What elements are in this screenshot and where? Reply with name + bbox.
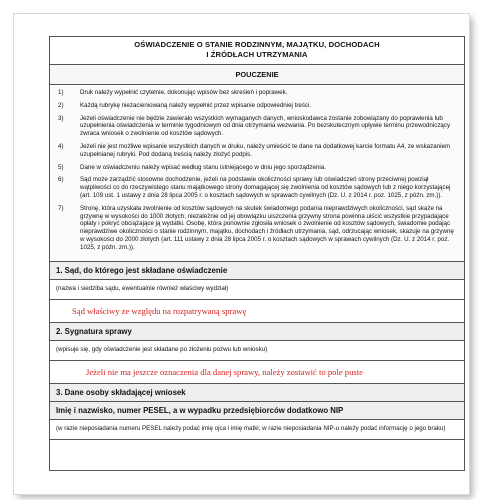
subsection-applicant-identity-heading: Imię i nazwisko, numer PESEL, a w wypadku przedsiębiorców dodatkowo NIP	[50, 402, 464, 420]
instruction-text: Dane w oświadczeniu należy wpisać według stanu istniejącego w dniu jego sporządzenia.	[80, 163, 326, 171]
instruction-number: 4)	[58, 142, 64, 150]
instruction-item	[58, 205, 456, 252]
form-title-line-2: I ŹRÓDŁACH UTRZYMANIA	[206, 50, 308, 59]
instructions-list	[50, 85, 464, 262]
form-title-line-1: OŚWIADCZENIE O STANIE RODZINNYM, MAJĄTKU, DOCHODACH	[134, 40, 380, 49]
instruction-text: Jeżeli oświadczenie nie będzie zawierało wszystkich wymaganych danych, wnioskodawca zostanie zobowiązany do poprawienia lub uzupełnienia oświadczenia w terminie tygodniowym od dnia otrzymania wezwania. Po bezskutecznym upływie terminu przewodniczący zwraca wniosek o zwolnienie od kosztów sądowych.	[80, 114, 451, 138]
section-court-heading: 1. Sąd, do którego jest składane oświadczenie	[50, 262, 464, 280]
instruction-number: 2)	[58, 101, 64, 109]
instruction-item	[58, 115, 456, 138]
section-case-number-heading: 2. Sygnatura sprawy	[50, 323, 464, 341]
instruction-number: 5)	[58, 163, 64, 171]
document-page	[14, 14, 469, 494]
instruction-text: Stronę, która uzyskała zwolnienie od kosztów sądowych na skutek świadomego podania nieprawdziwych okoliczności, sąd skaże na grzywnę w wysokości do 1000 złotych; niezależnie od jej obowiązku uiszczenia grzywny strona powinna uiścić wszystkie przypadające opłaty i pokryć obciążające ją wydatki. Osobę, która ponownie zgłosiła wniosek o zwolnienie od kosztów sądowych, świadomie podając nieprawdziwe okoliczności o stanie rodzinnym, majątku, dochodach i źródłach utrzymania, sąd, odrzucając wniosek, skazuje na grzywnę w wysokości do 2000 złotych (art. 111 ustawy z dnia 28 lipca 2005 r. o kosztach sądowych w sprawach cywilnych (Dz. U. z 2014 r. poz. 1025, z późn. zm.)).	[80, 204, 454, 251]
form-title	[50, 37, 464, 65]
subsection-applicant-identity-hint: (w razie nieposiadania numeru PESEL należy podać imię ojca i imię matki; w razie nieposiadania NIP-u należy podać informację o jego braku)	[50, 420, 464, 440]
instruction-item	[58, 143, 456, 159]
instruction-number: 3)	[58, 114, 64, 122]
instruction-item	[58, 176, 456, 199]
instruction-number: 1)	[58, 89, 64, 96]
section-court-field[interactable]: Sąd właściwy ze względu na rozpatrywaną sprawę	[50, 300, 464, 323]
instruction-text: Każdą rubrykę niezacieniowaną należy wypełnić przez wpisanie odpowiedniej treści.	[80, 101, 312, 109]
instruction-item	[58, 102, 456, 110]
section-case-number-hint: (wpisuje się, gdy oświadczenie jest składane po złożeniu pozwu lub wniosku)	[50, 341, 464, 361]
instructions-heading: POUCZENIE	[50, 65, 464, 85]
applicant-identity-field[interactable]	[50, 440, 464, 470]
instruction-item	[58, 89, 456, 97]
instruction-text: Jeżeli nie jest możliwe wpisanie wszystkich danych w druku, należy umieścić te dane na dodatkowej karcie formatu A4, ze wskazaniem uzupełnianej rubryki. Pod dodaną treścią należy złożyć podpis.	[80, 142, 451, 158]
section-case-number-field[interactable]: Jeżeli nie ma jeszcze oznaczenia dla danej sprawy, należy zostawić to pole puste	[50, 361, 464, 384]
form-frame	[49, 36, 465, 471]
section-court-hint: (nazwa i siedziba sądu, ewentualnie również właściwy wydział)	[50, 280, 464, 300]
instruction-text: Sąd może zarządzić stosowne dochodzenie, jeżeli na podstawie okoliczności sprawy lub oświadczeń strony przeciwnej powziął wątpliwości co do rzeczywistego stanu majątkowego strony domagającej się zwolnienia od kosztów sądowych lub z niego korzystającej (art. 109 ust. 1 ustawy z dnia 28 lipca 2005 r. o kosztach sądowych w sprawach cywilnych (Dz. U. z 2014 r. poz. 1025, z późn. zm.)).	[80, 176, 451, 199]
instruction-number: 7)	[58, 204, 64, 212]
instruction-text: Druk należy wypełnić czytelnie, dokonując wpisów bez skreśleń i poprawek.	[80, 89, 288, 96]
section-applicant-heading: 3. Dane osoby składającej wniosek	[50, 384, 464, 402]
instruction-number: 6)	[58, 176, 64, 184]
instruction-item	[58, 164, 456, 172]
